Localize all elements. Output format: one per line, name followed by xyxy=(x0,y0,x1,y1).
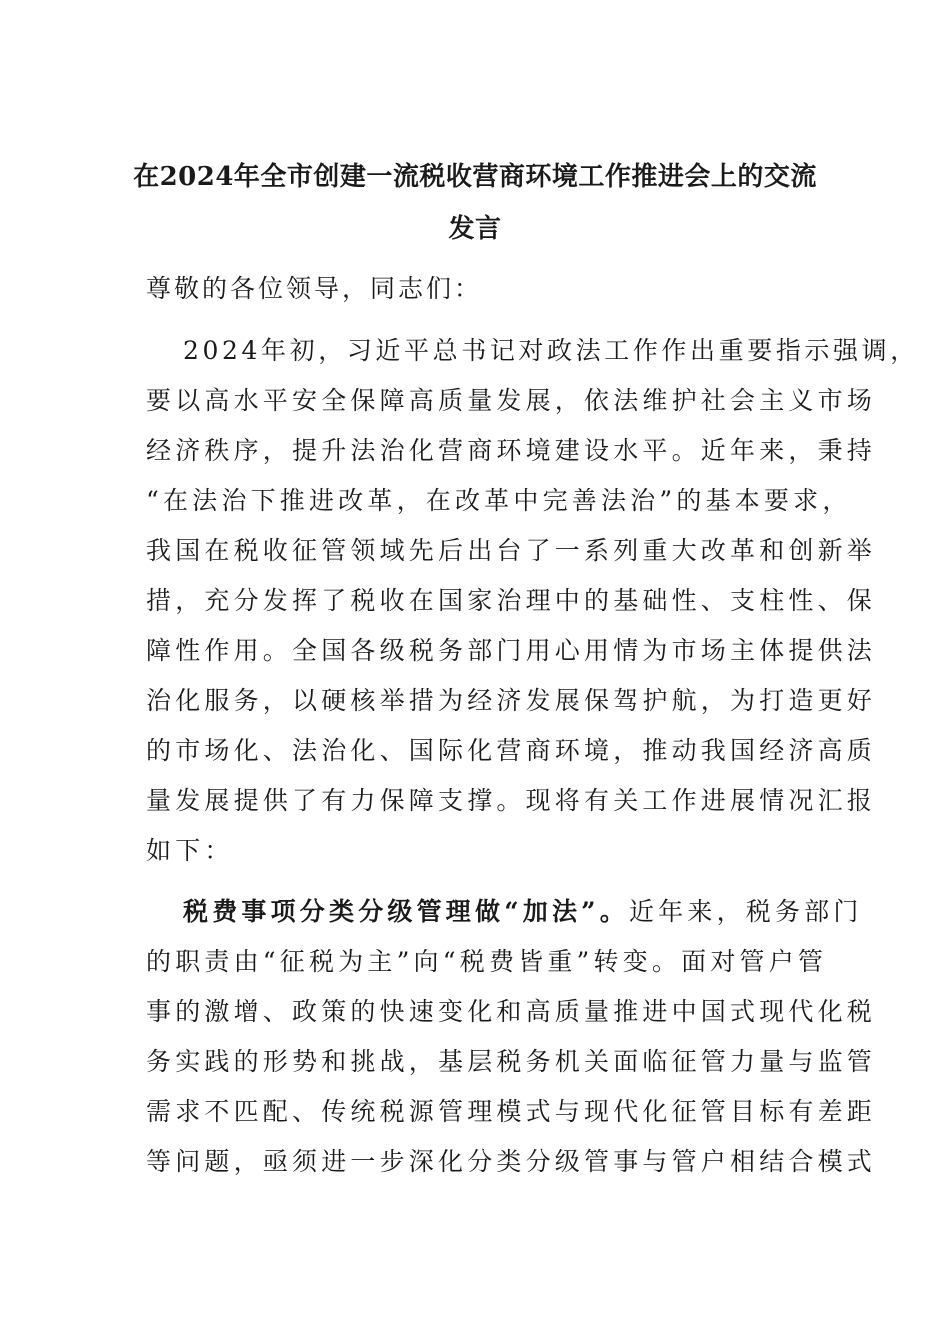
document-title xyxy=(120,151,830,255)
paragraph-1-line: 的市场化、法治化、国际化营商环境，推动我国经济高质 xyxy=(146,736,877,765)
paragraph-2-heading: 税费事项分类分级管理做“加法”。 xyxy=(183,897,629,926)
salutation: 尊敬的各位领导，同志们： xyxy=(146,274,483,303)
paragraph-1-line: 措，充分发挥了税收在国家治理中的基础性、支柱性、保 xyxy=(146,586,877,615)
paragraph-1-line: 我国在税收征管领域先后出台了一系列重大改革和创新举 xyxy=(146,536,877,565)
paragraph-1-line: 障性作用。全国各级税务部门用心用情为市场主体提供法 xyxy=(146,636,877,665)
title-line-1: 在2024年全市创建一流税收营商环境工作推进会上的交流 xyxy=(133,162,817,192)
paragraph-2-line: 事的激增、政策的快速变化和高质量推进中国式现代化税 xyxy=(146,997,877,1026)
paragraph-2-first-line xyxy=(183,894,863,930)
paragraph-1-line: 治化服务，以硬核举措为经济发展保驾护航，为打造更好 xyxy=(146,686,877,715)
title-line-2: 发言 xyxy=(448,214,502,244)
paragraph-2-line: 需求不匹配、传统税源管理模式与现代化征管目标有差距 xyxy=(146,1097,877,1126)
paragraph-2-line: 务实践的形势和挑战，基层税务机关面临征管力量与监管 xyxy=(146,1047,877,1076)
paragraph-2-line: 的职责由“征税为主”向“税费皆重”转变。面对管户管 xyxy=(146,947,828,976)
paragraph-2-lead-text: 近年来，税务部门 xyxy=(628,897,863,926)
paragraph-2-line: 等问题，亟须进一步深化分类分级管事与管户相结合模式 xyxy=(146,1147,877,1176)
paragraph-1-line: “在法治下推进改革，在改革中完善法治”的基本要求， xyxy=(146,486,852,515)
paragraph-1-line: 2024年初，习近平总书记对政法工作作出重要指示强调， xyxy=(183,336,919,365)
paragraph-1-line: 如下： xyxy=(146,836,234,865)
paragraph-1-line: 经济秩序，提升法治化营商环境建设水平。近年来，秉持 xyxy=(146,436,877,465)
paragraph-1-line: 量发展提供了有力保障支撑。现将有关工作进展情况汇报 xyxy=(146,786,877,815)
paragraph-1-line: 要以高水平安全保障高质量发展，依法维护社会主义市场 xyxy=(146,386,877,415)
